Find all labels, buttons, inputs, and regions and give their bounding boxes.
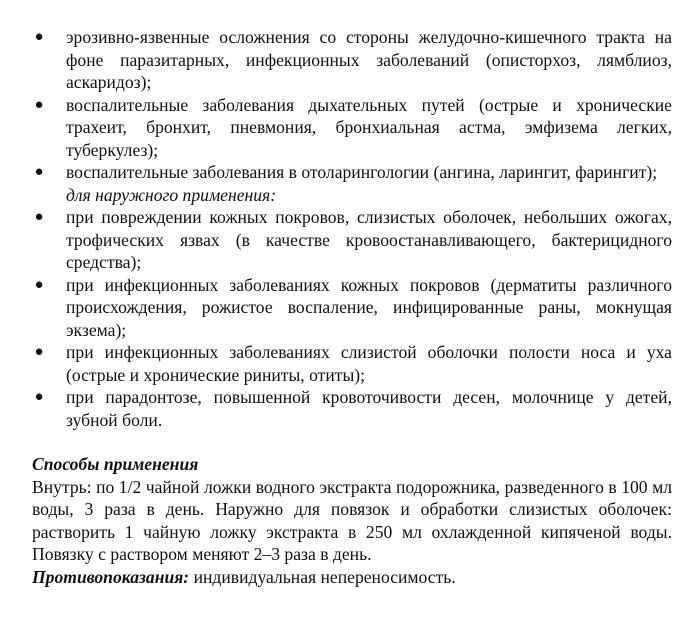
bullet-icon: ● [34,209,44,225]
list-item [32,206,672,274]
list-item-text: при инфекционных заболеваниях слизистой оболочки полости носа и уха (острые и хронические риниты, отиты); [66,342,672,385]
usage-text: Внутрь: по 1/2 чайной ложки водного экстракта подорожника, разведенного в 100 мл воды, 3 раза в день. Наружно для повязок и обработки слизистых оболочек: растворить 1 чайную ложку экстракта в 250 мл охлажденной кипяченой воды. Повязку с раствором меняют 2–3 раза в день. [32,476,672,564]
bullet-icon: ● [34,276,44,293]
list-item-text: воспалительные заболевания в отоларингологии (ангина, ларингит, фарингит); [66,162,658,182]
contraindications-paragraph [32,566,672,589]
usage-title: Способы применения [32,454,199,474]
section-spacer [32,431,672,453]
list-item [32,26,672,94]
list-item [32,274,672,342]
usage-paragraph [32,476,672,566]
list-item [32,386,672,431]
external-use-heading: для наружного применения: [66,184,277,205]
list-item-text: при парадонтозе, повышенной кровоточивости десен, молочнице у детей, зубной боли. [66,387,672,430]
contraindications-text: индивидуальная непереносимость. [193,566,456,587]
list-item-text: при инфекционных заболеваниях кожных покровов (дерматиты различного происхождения, рожистое воспаление, инфицированные раны, мокнущая экзема); [66,274,672,340]
bullet-icon: ● [34,344,44,360]
bullet-icon: ● [34,389,44,405]
bullet-icon: ● [34,29,44,45]
list-item [32,161,672,184]
contraindications-label: Противопоказания: [32,566,190,587]
list-item-text: эрозивно-язвенные осложнения со стороны желудочно-кишечного тракта на фоне паразитарных, инфекционных заболеваний (описторхоз, лямблиоз, аскаридоз); [66,27,672,92]
bullet-icon: ● [34,96,44,113]
list-item-text: воспалительные заболевания дыхательных путей (острые и хронические трахеит, бронхит, пневмония, бронхиальная астма, эмфизема легких, туберкулез); [66,94,672,160]
external-indications-list [32,206,672,431]
list-item-text: при повреждении кожных покровов, слизистых оболочек, небольших ожогах, трофических язвах (в качестве кровоостанавливающего, бактерицидного средства); [66,207,672,272]
list-item [32,94,672,162]
indications-list [32,26,672,184]
list-item [32,341,672,386]
bullet-icon: ● [34,164,44,180]
